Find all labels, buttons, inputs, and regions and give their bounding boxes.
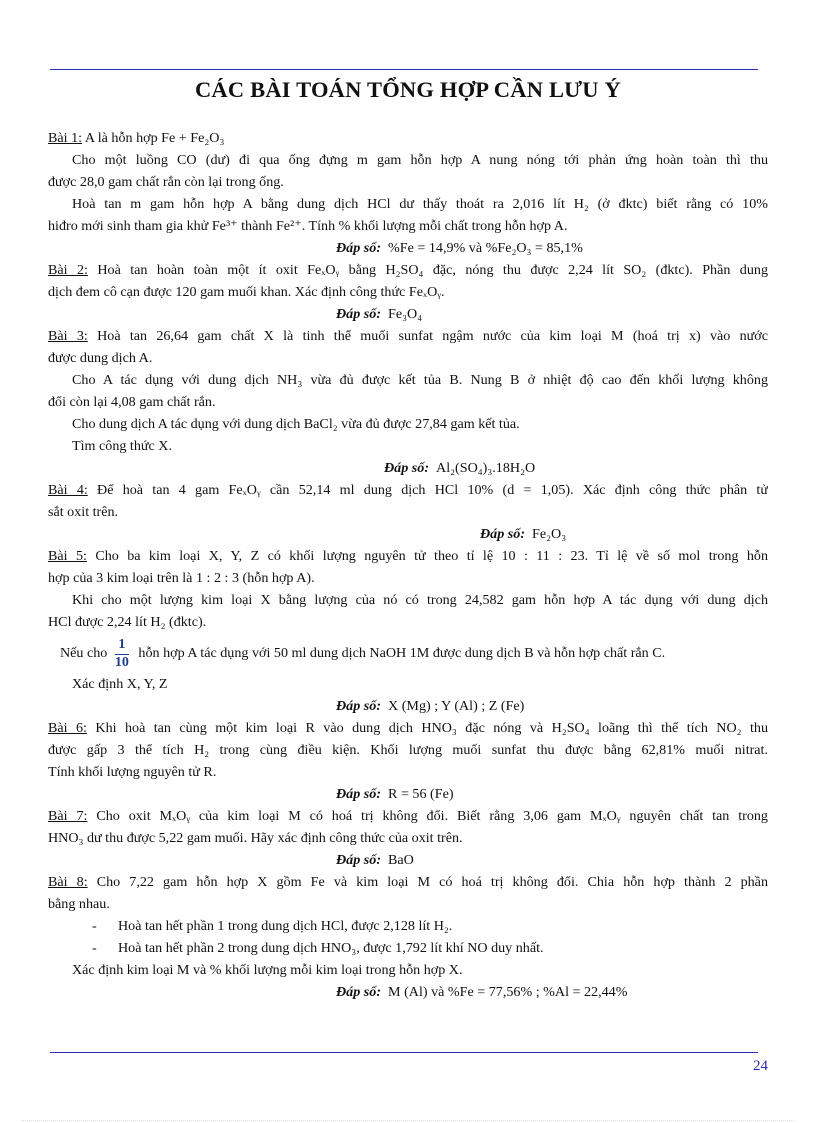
- answer-value: %Fe = 14,9% và %Fe₂O₃ = 85,1%: [388, 240, 583, 256]
- answer-value: BaO: [388, 852, 414, 868]
- problem-text: Khi hoà tan cùng một kim loại R vào dung dịch HNO₃ đặc nóng và H₂SO₄ loãng thì thể tích NO₂ thu: [95, 720, 768, 736]
- problem-label: Bài 5:: [48, 548, 87, 564]
- problem-text: Tìm công thức X.: [72, 438, 173, 454]
- answer-label: Đáp số:: [336, 240, 382, 256]
- problem-text: HNO₃ dư thu được 5,22 gam muối. Hãy xác định công thức của oxit trên.: [48, 830, 463, 846]
- problem-1-answer: [48, 237, 768, 259]
- problem-text: Cho oxit MₓOᵧ của kim loại M có hoá trị không đổi. Biết rằng 3,06 gam MₓOᵧ nguyên chất tan trong: [96, 808, 768, 824]
- problem-2-header: [48, 259, 768, 281]
- problem-text: được dung dịch A.: [48, 350, 153, 366]
- problem-label: Bài 2:: [48, 262, 88, 278]
- problem-text: Hoà tan hoàn toàn một ít oxit FeₓOᵧ bằng H₂SO₄ đặc, nóng thu được 2,24 lít SO₂ (đktc). Phần dung: [97, 262, 768, 278]
- fraction-one-tenth: [115, 638, 129, 670]
- problem-text: Khi cho một lượng kim loại X bằng lượng của nó có trong 24,582 gam hỗn hợp A tác dụng với dung dịch: [72, 592, 768, 608]
- problem-text: được gấp 3 thể tích H₂ trong cùng điều kiện. Khối lượng muối sunfat thu được bằng 62,81% muối nitrat.: [48, 742, 768, 758]
- problem-text: Hoà tan 26,64 gam chất X là tinh thể muối sunfat ngậm nước của kim loại M (hoá trị x) vào nước: [97, 328, 768, 344]
- problem-8-answer: [48, 981, 768, 1003]
- problem-text: Cho 7,22 gam hỗn hợp X gồm Fe và kim loại M có hoá trị không đổi. Chia hỗn hợp thành 2 phần: [96, 874, 768, 890]
- dash-bullet: -: [92, 940, 97, 956]
- problem-text: được 28,0 gam chất rắn còn lại trong ống.: [48, 174, 284, 190]
- problem-text: Cho ba kim loại X, Y, Z có khối lượng nguyên tử theo tỉ lệ 10 : 11 : 23. Tỉ lệ về số mol trong hỗn: [95, 548, 768, 564]
- problem-text: Hoà tan m gam hỗn hợp A bằng dung dịch HCl dư thấy thoát ra 2,016 lít H₂ (ở đktc) biết rằng có 10%: [72, 196, 768, 212]
- answer-label: Đáp số:: [384, 460, 430, 476]
- problem-label: Bài 7:: [48, 808, 88, 824]
- problem-3-answer: [48, 457, 768, 479]
- problem-8-header: [48, 871, 768, 893]
- problem-5-fraction-line: [48, 633, 768, 673]
- top-divider: [50, 69, 758, 70]
- problem-list: [48, 127, 768, 1003]
- fraction-denominator: 10: [114, 654, 129, 670]
- list-item-text: Hoà tan hết phần 2 trong dung dịch HNO₃, được 1,792 lít khí NO duy nhất.: [118, 940, 544, 956]
- problem-label: Bài 4:: [48, 482, 88, 498]
- answer-label: Đáp số:: [336, 698, 382, 714]
- problem-text: Tính khối lượng nguyên tử R.: [48, 764, 217, 780]
- answer-label: Đáp số:: [480, 526, 526, 542]
- problem-text: Cho dung dịch A tác dụng với dung dịch BaCl₂ vừa đủ được 27,84 gam kết tủa.: [72, 416, 520, 432]
- problem-label: Bài 8:: [48, 874, 88, 890]
- problem-text: Xác định X, Y, Z: [72, 676, 168, 692]
- problem-4-header: [48, 479, 768, 501]
- answer-value: M (Al) và %Fe = 77,56% ; %Al = 22,44%: [388, 984, 628, 1000]
- problem-text: A là hỗn hợp Fe + Fe₂O₃: [84, 130, 225, 146]
- problem-4-answer: [48, 523, 768, 545]
- problem-text: HCl được 2,24 lít H₂ (đktc).: [48, 614, 207, 630]
- problem-text: Cho A tác dụng với dung dịch NH₃ vừa đủ được kết tủa B. Nung B ở nhiệt độ cao đến khối lượng không: [72, 372, 768, 388]
- answer-value: Al₂(SO₄)₃.18H₂O: [436, 460, 536, 476]
- page-number: 24: [753, 1058, 768, 1074]
- problem-text: hợp của 3 kim loại trên là 1 : 2 : 3 (hỗn hợp A).: [48, 570, 315, 586]
- dash-bullet: -: [92, 918, 97, 934]
- answer-label: Đáp số:: [336, 786, 382, 802]
- problem-7-header: [48, 805, 768, 827]
- problem-text: hỗn hợp A tác dụng với 50 ml dung dịch NaOH 1M được dung dịch B và hỗn hợp chất rắn C.: [138, 645, 666, 661]
- problem-5-header: [48, 545, 768, 567]
- answer-label: Đáp số:: [336, 306, 382, 322]
- problem-text: bằng nhau.: [48, 896, 110, 912]
- problem-text: dịch đem cô cạn được 120 gam muối khan. Xác định công thức FeₓOᵧ.: [48, 284, 445, 300]
- problem-7-answer: [48, 849, 768, 871]
- page-title: CÁC BÀI TOÁN TỔNG HỢP CẦN LƯU Ý: [194, 77, 622, 102]
- problem-text: sắt oxit trên.: [48, 504, 119, 520]
- problem-text: Xác định kim loại M và % khối lượng mỗi kim loại trong hỗn hợp X.: [72, 962, 463, 978]
- problem-3-header: [48, 325, 768, 347]
- problem-label: Bài 6:: [48, 720, 87, 736]
- page-edge-dotted-line: [22, 1120, 794, 1121]
- fraction-numerator: 1: [118, 636, 126, 652]
- list-item-text: Hoà tan hết phần 1 trong dung dịch HCl, được 2,128 lít H₂.: [118, 918, 453, 934]
- problem-5-answer: [48, 695, 768, 717]
- answer-value: X (Mg) ; Y (Al) ; Z (Fe): [388, 698, 525, 714]
- answer-value: R = 56 (Fe): [388, 786, 454, 802]
- answer-label: Đáp số:: [336, 852, 382, 868]
- problem-2-answer: [48, 303, 768, 325]
- problem-6-answer: [48, 783, 768, 805]
- bottom-divider: [50, 1052, 758, 1053]
- problem-text: Nếu cho: [60, 645, 108, 661]
- problem-text: Cho một luồng CO (dư) đi qua ống đựng m gam hỗn hợp A nung nóng tới phản ứng hoàn toàn thì thu: [72, 152, 768, 168]
- problem-1-header: [48, 127, 768, 149]
- problem-text: Để hoà tan 4 gam FeₓOᵧ cần 52,14 ml dung dịch HCl 10% (d = 1,05). Xác định công thức phân tử: [97, 482, 768, 498]
- problem-label: Bài 1:: [48, 130, 83, 146]
- problem-6-header: [48, 717, 768, 739]
- problem-label: Bài 3:: [48, 328, 88, 344]
- problem-text: hiđro mới sinh tham gia khử Fe³⁺ thành Fe²⁺. Tính % khối lượng mỗi chất trong hỗn hợp A.: [48, 218, 568, 234]
- problem-text: đổi còn lại 4,08 gam chất rắn.: [48, 394, 216, 410]
- answer-value: Fe₃O₄: [388, 306, 423, 322]
- answer-label: Đáp số:: [336, 984, 382, 1000]
- answer-value: Fe₂O₃: [532, 526, 567, 542]
- list-item: [48, 915, 768, 937]
- list-item: [48, 937, 768, 959]
